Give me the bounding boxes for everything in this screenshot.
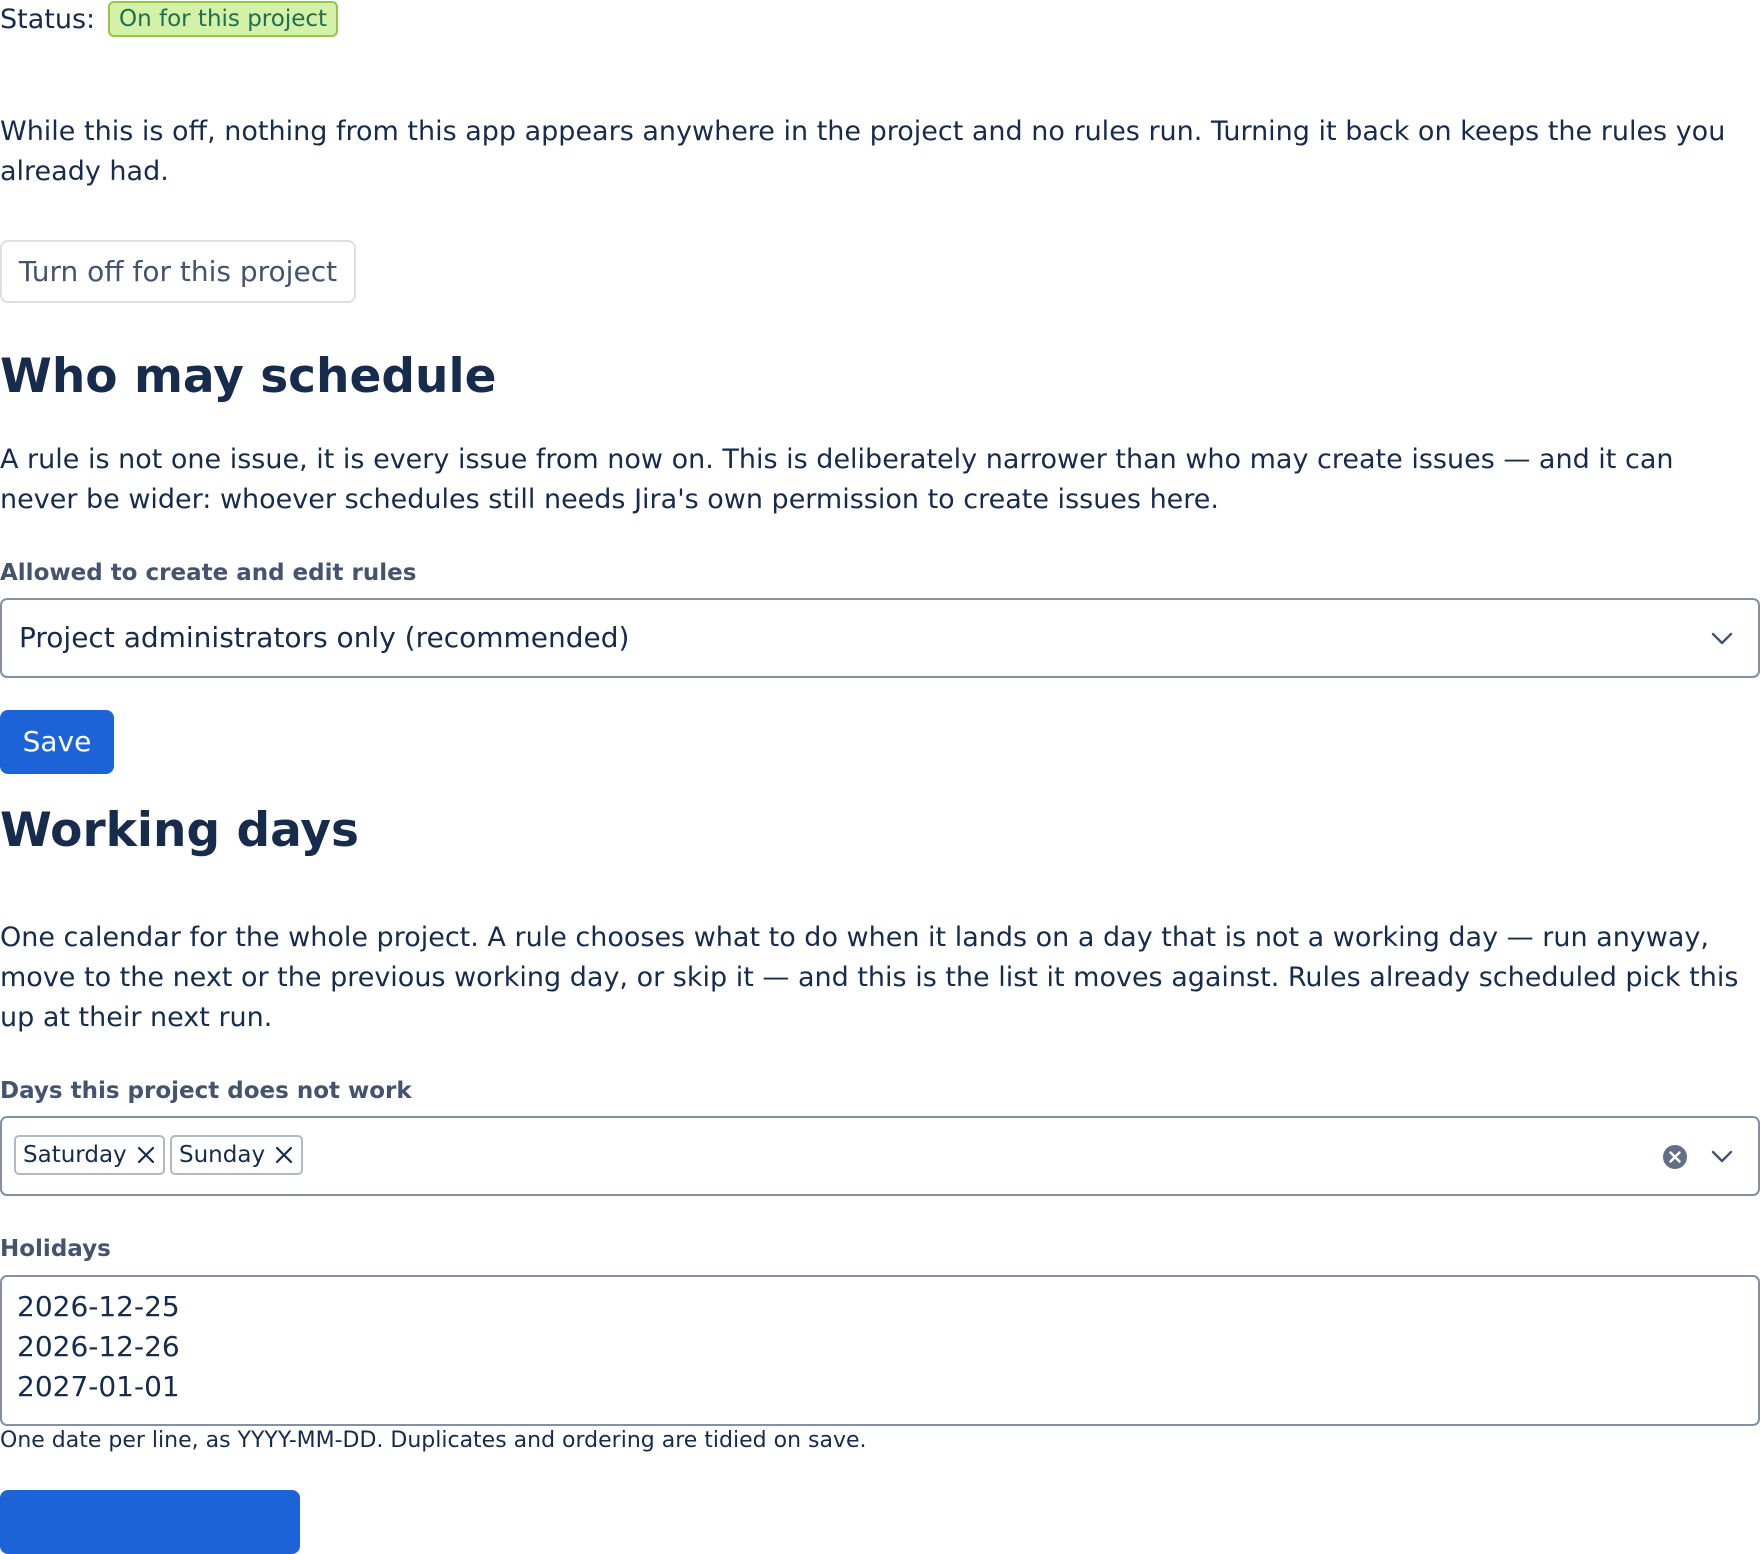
close-icon[interactable] (273, 1144, 295, 1166)
holiday-line: 2026-12-26 (17, 1330, 180, 1363)
working-days-heading: Working days (0, 803, 359, 858)
holidays-help-text: One date per line, as YYYY-MM-DD. Duplicates and ordering are tidied on save. (0, 1428, 867, 1453)
status-badge: On for this project (108, 1, 338, 37)
chip-label: Sunday (179, 1142, 266, 1168)
rules-permission-select[interactable] (0, 598, 1760, 678)
non-working-days-label: Days this project does not work (0, 1078, 412, 1104)
turn-off-button[interactable]: Turn off for this project (0, 240, 356, 303)
holidays-textarea[interactable] (0, 1275, 1760, 1426)
rules-permission-value: Project administrators only (recommended) (19, 621, 630, 654)
holidays-label: Holidays (0, 1236, 111, 1262)
holiday-line: 2026-12-25 (17, 1290, 180, 1323)
chip-sunday (170, 1135, 303, 1175)
chip-label: Saturday (23, 1142, 127, 1168)
holiday-line: 2027-01-01 (17, 1370, 180, 1403)
who-may-schedule-description: A rule is not one issue, it is every issue from now on. This is deliberately narrower than who may create issues — and it can never be wider: whoever schedules still needs Jira's own permission to create issues here. (0, 444, 1674, 515)
non-working-days-select[interactable] (0, 1116, 1760, 1196)
clear-circle-icon[interactable] (1662, 1144, 1688, 1170)
save-working-days-button[interactable] (0, 1490, 300, 1554)
who-may-schedule-heading: Who may schedule (0, 349, 497, 404)
rules-permission-label: Allowed to create and edit rules (0, 560, 417, 586)
chevron-down-icon[interactable] (1708, 1142, 1736, 1170)
save-button[interactable]: Save (0, 710, 114, 774)
working-days-description: One calendar for the whole project. A rule chooses what to do when it lands on a day that is not a working day — run anyway, move to the next or the previous working day, or skip it — and this is the list it moves against. Rules already scheduled pick this up at their next run. (0, 922, 1739, 1033)
chip-saturday (14, 1135, 165, 1175)
chevron-down-icon[interactable] (1708, 624, 1736, 652)
status-label: Status: (0, 4, 96, 35)
close-icon[interactable] (135, 1144, 157, 1166)
status-description: While this is off, nothing from this app appears anywhere in the project and no rules run. Turning it back on keeps the rules you already had. (0, 116, 1726, 187)
